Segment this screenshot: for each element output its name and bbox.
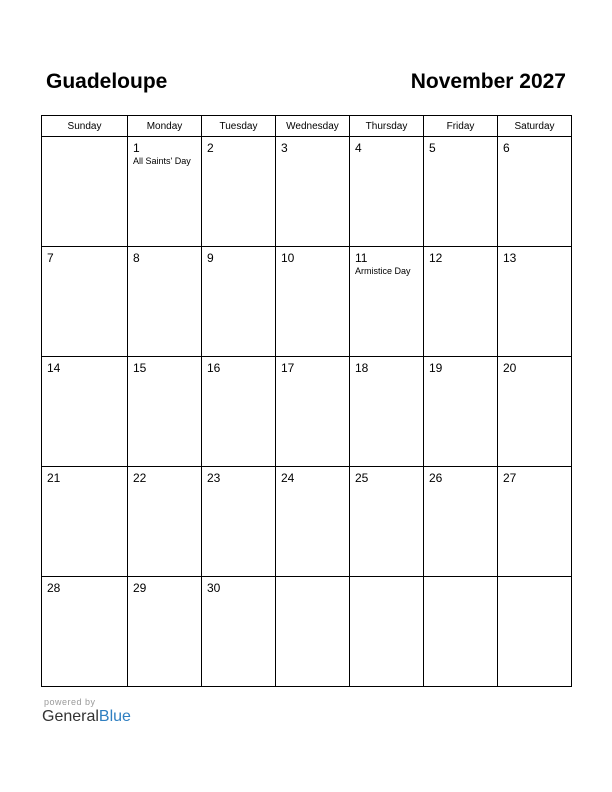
day-cell: [128, 577, 202, 687]
day-number: 1: [133, 141, 140, 155]
week-row: [42, 247, 572, 357]
footer: [42, 697, 131, 726]
day-number: 27: [503, 471, 517, 485]
day-number: 4: [355, 141, 362, 155]
day-cell: [424, 467, 498, 577]
day-number: 24: [281, 471, 295, 485]
holiday-label: Armistice Day: [355, 266, 411, 276]
weekday-header-tuesday: Tuesday: [202, 116, 276, 137]
day-cell: [350, 467, 424, 577]
day-cell: [202, 357, 276, 467]
day-number: 2: [207, 141, 214, 155]
day-cell: [276, 467, 350, 577]
day-number: 6: [503, 141, 510, 155]
day-cell: [128, 137, 202, 247]
day-number: 10: [281, 251, 295, 265]
day-cell: [42, 247, 128, 357]
weekday-header-monday: Monday: [128, 116, 202, 137]
day-cell: [202, 577, 276, 687]
day-number: 19: [429, 361, 443, 375]
weekday-header-thursday: Thursday: [350, 116, 424, 137]
empty-day-cell: [42, 137, 128, 247]
day-number: 18: [355, 361, 369, 375]
day-number: 25: [355, 471, 369, 485]
day-cell: [498, 137, 572, 247]
day-cell: [202, 467, 276, 577]
day-number: 14: [47, 361, 61, 375]
day-number: 16: [207, 361, 221, 375]
brand-blue-text: Blue: [98, 708, 131, 725]
day-number: 28: [47, 581, 61, 595]
month-year-title: November 2027: [410, 70, 566, 93]
day-number: 26: [429, 471, 443, 485]
day-number: 15: [133, 361, 147, 375]
day-cell: [350, 247, 424, 357]
day-cell: [276, 357, 350, 467]
empty-day-cell: [276, 577, 350, 687]
day-number: 9: [207, 251, 214, 265]
day-cell: [498, 467, 572, 577]
empty-day-cell: [498, 577, 572, 687]
day-cell: [424, 137, 498, 247]
day-cell: [128, 247, 202, 357]
calendar-body: [42, 137, 572, 687]
day-number: 20: [503, 361, 517, 375]
weekday-header-sunday: Sunday: [42, 116, 128, 137]
weekday-header-wednesday: Wednesday: [276, 116, 350, 137]
day-number: 22: [133, 471, 147, 485]
day-cell: [42, 357, 128, 467]
week-row: [42, 137, 572, 247]
week-row: [42, 467, 572, 577]
day-number: 3: [281, 141, 288, 155]
generalblue-logo: [42, 708, 131, 726]
day-number: 23: [207, 471, 221, 485]
day-cell: [42, 577, 128, 687]
day-cell: [276, 137, 350, 247]
day-cell: [350, 357, 424, 467]
holiday-label: All Saints' Day: [133, 156, 191, 166]
day-number: 13: [503, 251, 517, 265]
week-row: [42, 577, 572, 687]
day-cell: [498, 357, 572, 467]
day-number: 11: [355, 251, 368, 265]
day-cell: [202, 247, 276, 357]
day-number: 17: [281, 361, 295, 375]
brand-general-text: General: [42, 708, 99, 725]
weekday-header-saturday: Saturday: [498, 116, 572, 137]
day-cell: [498, 247, 572, 357]
day-cell: [128, 467, 202, 577]
day-cell: [42, 467, 128, 577]
day-cell: [350, 137, 424, 247]
day-number: 12: [429, 251, 443, 265]
day-cell: [424, 247, 498, 357]
day-number: 29: [133, 581, 147, 595]
calendar-grid: [41, 115, 572, 687]
weekday-header-friday: Friday: [424, 116, 498, 137]
empty-day-cell: [424, 577, 498, 687]
day-cell: [276, 247, 350, 357]
day-cell: [128, 357, 202, 467]
week-row: [42, 357, 572, 467]
day-number: 21: [47, 471, 61, 485]
region-title: Guadeloupe: [46, 70, 168, 93]
day-number: 5: [429, 141, 436, 155]
weekday-header-row: [42, 116, 572, 137]
day-cell: [202, 137, 276, 247]
day-number: 30: [207, 581, 221, 595]
calendar-header: [46, 70, 566, 100]
day-number: 7: [47, 251, 54, 265]
empty-day-cell: [350, 577, 424, 687]
day-cell: [424, 357, 498, 467]
powered-by-text: powered by: [44, 697, 96, 707]
day-number: 8: [133, 251, 140, 265]
